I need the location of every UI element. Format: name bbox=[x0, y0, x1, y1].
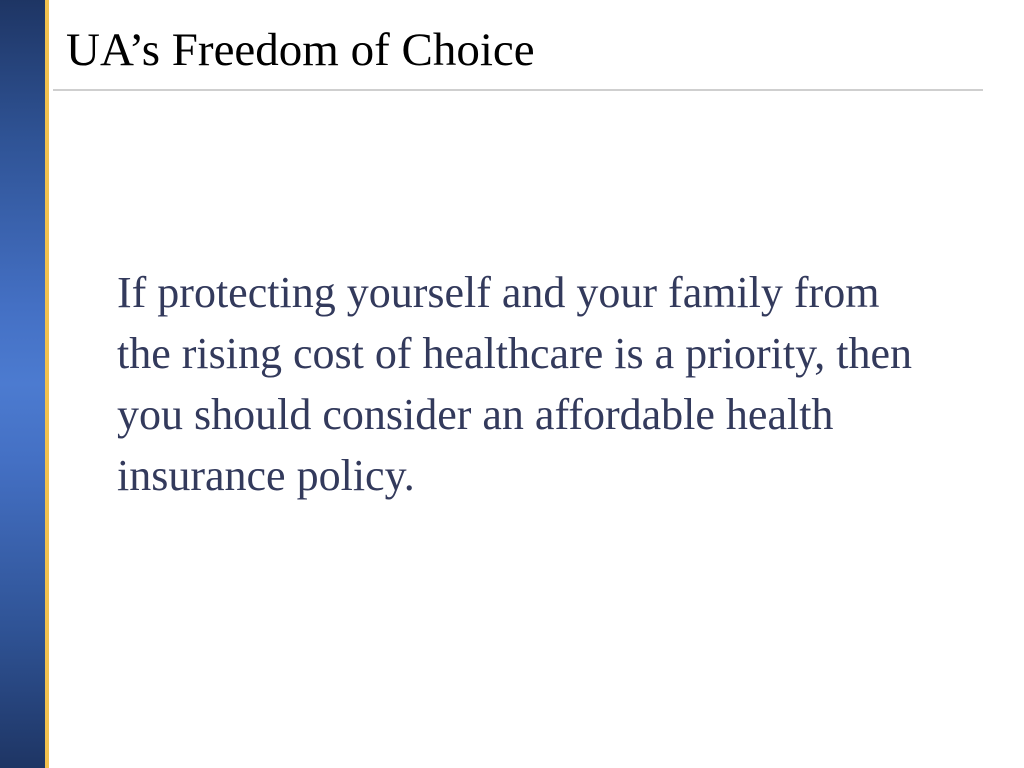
title-divider bbox=[53, 89, 983, 91]
accent-stripe bbox=[45, 0, 49, 768]
side-gradient-bar bbox=[0, 0, 45, 768]
body-paragraph: If protecting yourself and your family from the rising cost of healthcare is a priority, then you should consider an affordable health insurance policy. bbox=[117, 268, 913, 500]
slide-title: UA’s Freedom of Choice bbox=[66, 24, 535, 76]
